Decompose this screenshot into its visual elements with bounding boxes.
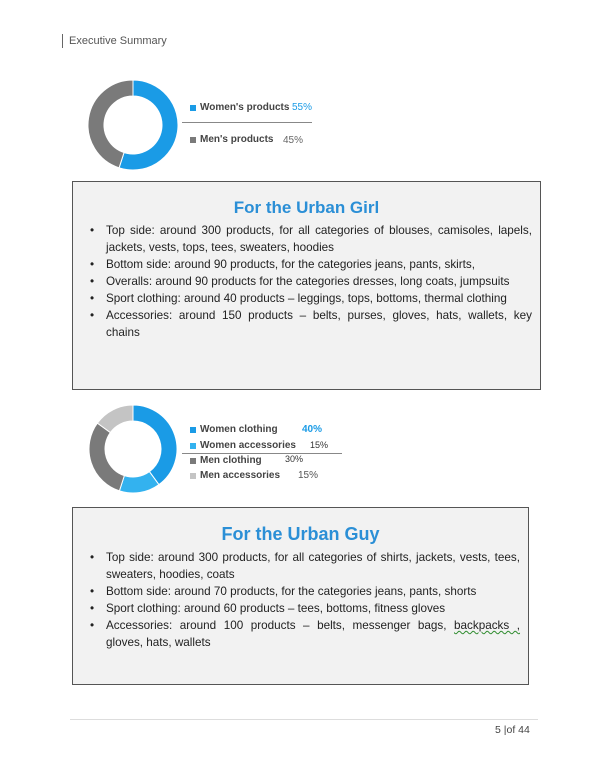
urban-guy-box — [72, 507, 529, 685]
page-number: 5 |of 44 — [495, 724, 530, 736]
clothing-donut-chart — [88, 403, 178, 495]
legend-value: 40% — [302, 424, 323, 435]
legend-divider — [182, 122, 312, 123]
legend-item-men-accessories — [190, 470, 280, 481]
list-item: • Top side: around 300 products, for all categories of blouses, camisoles, lapels, jackets, vests, tops, tees, sweaters, hoodies — [81, 222, 532, 256]
header-title: Executive Summary — [69, 35, 167, 47]
list-item: • Accessories: around 150 products – belts, purses, gloves, hats, wallets, key chains — [81, 307, 532, 341]
list-item: • Top side: around 300 products, for all categories of shirts, jackets, vests, tees, sweaters, hoodies, coats — [81, 549, 520, 583]
urban-girl-box — [72, 181, 541, 390]
legend-item-women-clothing — [190, 424, 278, 435]
legend-label: Women accessories — [200, 440, 296, 451]
legend-divider — [182, 453, 342, 454]
donut-slice-men-clothing — [89, 423, 124, 491]
legend-swatch — [190, 443, 196, 449]
urban-girl-list — [81, 222, 532, 341]
legend-value: 15% — [310, 440, 329, 450]
legend-item-men-products — [190, 134, 274, 145]
clothing-legend — [190, 424, 345, 486]
legend-label: Men accessories — [200, 470, 281, 481]
list-item — [81, 617, 520, 651]
list-item: • Bottom side: around 90 products, for the categories jeans, pants, skirts, — [81, 256, 532, 273]
legend-label: Women clothing — [200, 424, 278, 435]
legend-item-women-accessories — [190, 440, 296, 451]
list-item: • Sport clothing: around 40 products – leggings, tops, bottoms, thermal clothing — [81, 290, 532, 307]
legend-label: Men clothing — [200, 455, 262, 466]
urban-guy-list — [81, 549, 520, 651]
urban-guy-title: For the Urban Guy — [221, 524, 380, 544]
donut-slice-women-clothing — [133, 405, 177, 485]
legend-swatch — [190, 105, 196, 111]
legend-swatch — [190, 458, 196, 464]
list-item: • Sport clothing: around 60 products – tees, bottoms, fitness gloves — [81, 600, 520, 617]
footer-divider — [70, 719, 538, 720]
legend-item-women-products — [190, 102, 289, 113]
products-legend — [190, 102, 320, 152]
list-item-lead: Accessories: around 100 products – belts, messenger bags, — [106, 619, 447, 632]
legend-item-men-clothing — [190, 455, 262, 466]
legend-value: 30% — [285, 454, 304, 464]
page-header — [62, 34, 167, 48]
legend-swatch — [190, 137, 196, 143]
list-item-tail: gloves, hats, wallets — [106, 636, 211, 649]
legend-label: Men's products — [200, 134, 274, 145]
legend-label: Women's products — [200, 102, 290, 113]
list-item: • Bottom side: around 70 products, for the categories jeans, pants, shorts — [81, 583, 520, 600]
legend-swatch — [190, 427, 196, 433]
legend-swatch — [190, 473, 196, 479]
legend-value: 45% — [283, 135, 304, 146]
products-donut-chart — [83, 79, 183, 171]
spellcheck-underlined-text: backpacks , — [454, 619, 521, 632]
legend-value: 55% — [292, 102, 313, 113]
list-item: • Overalls: around 90 products for the categories dresses, long coats, jumpsuits — [81, 273, 532, 290]
urban-girl-title: For the Urban Girl — [233, 198, 380, 217]
legend-value: 15% — [298, 470, 319, 481]
